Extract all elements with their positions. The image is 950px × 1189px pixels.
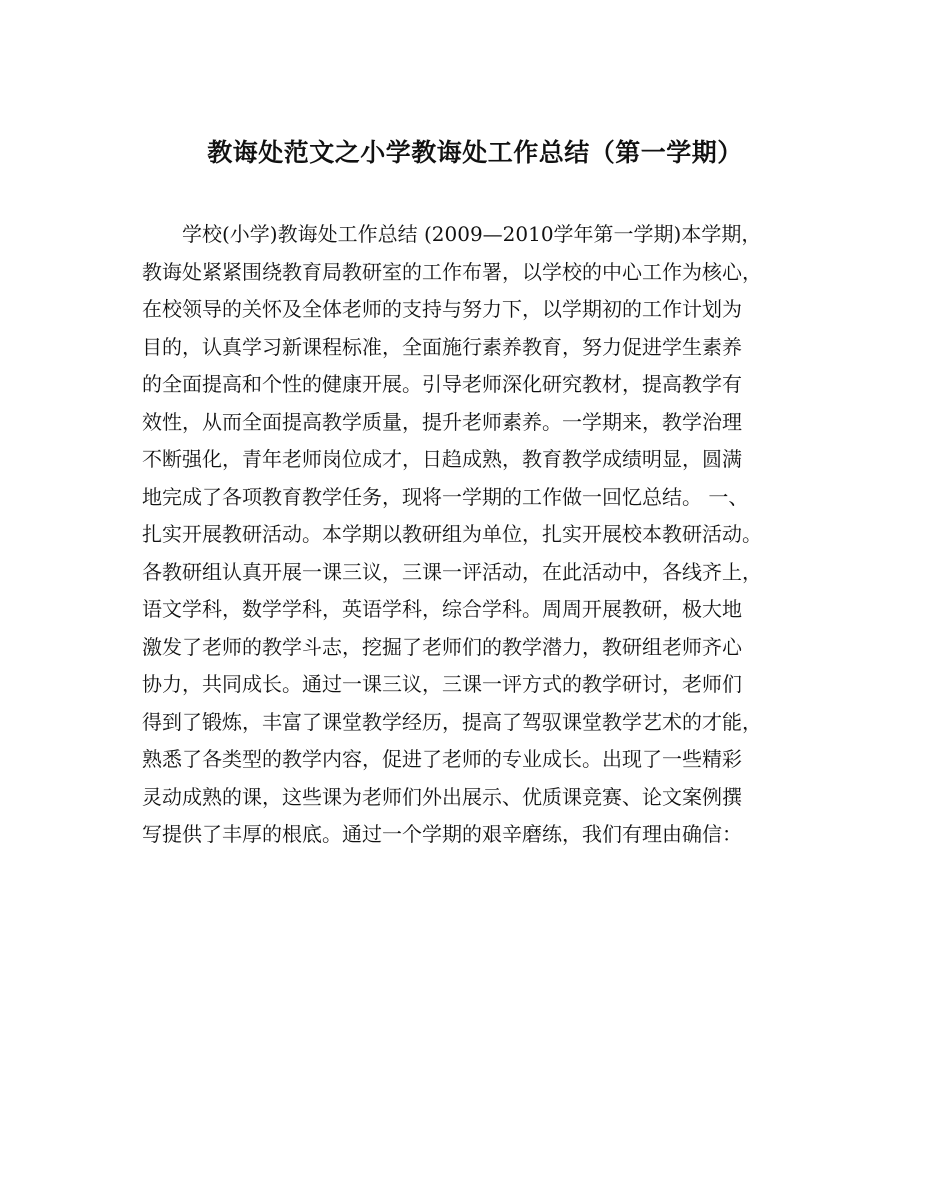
body-line: 效性，从而全面提高教学质量，提升老师素养。一学期来，教学治理	[142, 409, 742, 434]
body-line: 熟悉了各类型的教学内容，促进了老师的专业成长。出现了一些精彩	[142, 747, 742, 771]
body-line: 目的，认真学习新课程标准，全面施行素养教育，努力促进学生素养	[142, 334, 742, 359]
body-line: 语文学科，数学学科，英语学科，综合学科。周周开展教研，极大地	[142, 597, 742, 621]
document-title: 教诲处范文之小学教诲处工作总结（第一学期）	[207, 138, 743, 167]
body-line: 写提供了丰厚的根底。通过一个学期的艰辛磨练，我们有理由确信：	[142, 822, 742, 846]
document-body	[142, 216, 812, 854]
body-line: 各教研组认真开展一课三议，三课一评活动，在此活动中，各线齐上，	[142, 559, 762, 584]
body-line: 学校(小学)教诲处工作总结 (2009—2010学年第一学期)本学期，	[182, 222, 762, 246]
body-line: 协力，共同成长。通过一课三议，三课一评方式的教学研讨，老师们	[142, 672, 742, 696]
body-line: 在校领导的关怀及全体老师的支持与努力下，以学期初的工作计划为	[142, 297, 742, 321]
body-line: 的全面提高和个性的健康开展。引导老师深化研究教材，提高教学有	[142, 372, 742, 396]
body-line: 不断强化，青年老师岗位成才，日趋成熟，教育教学成绩明显，圆满	[142, 447, 742, 471]
body-line: 灵动成熟的课，这些课为老师们外出展示、优质课竞赛、论文案例撰	[142, 784, 742, 809]
body-line: 地完成了各项教育教学任务，现将一学期的工作做一回忆总结。 一、	[142, 484, 749, 509]
body-line: 扎实开展教研活动。本学期以教研组为单位，扎实开展校本教研活动。	[142, 522, 762, 546]
body-line: 教诲处紧紧围绕教育局教研室的工作布署，以学校的中心工作为核心，	[142, 259, 762, 284]
body-line: 得到了锻炼，丰富了课堂教学经历，提高了驾驭课堂教学艺术的才能，	[142, 709, 762, 734]
body-line: 激发了老师的教学斗志，挖掘了老师们的教学潜力，教研组老师齐心	[142, 634, 742, 659]
